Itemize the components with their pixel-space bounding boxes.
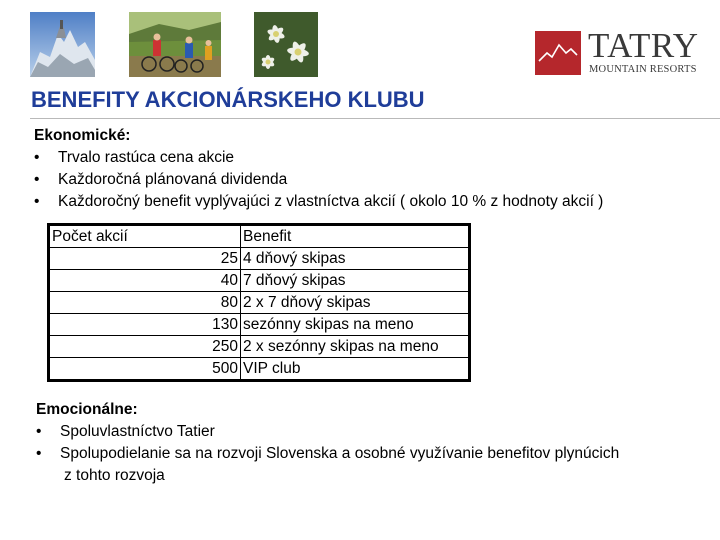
benefit-cell: 2 x sezónny skipas na meno <box>241 336 470 358</box>
table-row <box>49 292 470 314</box>
shares-cell: 80 <box>49 292 241 314</box>
table-header-row <box>49 225 470 248</box>
page-title: BENEFITY AKCIONÁRSKEHO KLUBU <box>31 87 425 112</box>
list-item: • Trvalo rastúca cena akcie <box>34 147 603 169</box>
table-row <box>49 314 470 336</box>
benefit-cell: VIP club <box>241 358 470 381</box>
bullet-icon: • <box>34 171 40 188</box>
bullet-icon: • <box>36 423 42 440</box>
shares-cell: 250 <box>49 336 241 358</box>
bullet-icon: • <box>36 445 42 462</box>
cyclists-photo <box>129 12 221 77</box>
benefit-cell: 7 dňový skipas <box>241 270 470 292</box>
economic-list <box>34 147 603 213</box>
header-shares: Počet akcií <box>49 225 241 248</box>
shares-cell: 25 <box>49 248 241 270</box>
logo-subtitle-text: MOUNTAIN RESORTS <box>589 64 697 75</box>
mountain-logo-icon <box>535 31 581 75</box>
list-item: • Každoročný benefit vyplývajúci z vlastníctva akcií ( okolo 10 % z hodnoty akcií ) <box>34 191 603 213</box>
emotional-heading: Emocionálne: <box>36 401 138 418</box>
list-item: • Spolupodielanie sa na rozvoji Slovenska a osobné využívanie benefitov plynúcich z tohto rozvoja <box>36 443 619 487</box>
table-row <box>49 336 470 358</box>
benefit-cell: 4 dňový skipas <box>241 248 470 270</box>
mountain-peak-photo <box>30 12 95 77</box>
header-benefit: Benefit <box>241 225 470 248</box>
shares-cell: 130 <box>49 314 241 336</box>
table-row <box>49 270 470 292</box>
economic-benefits-section <box>34 125 603 213</box>
shares-cell: 500 <box>49 358 241 381</box>
logo-brand-text: TATRY <box>588 26 699 65</box>
list-item: • Každoročná plánovaná dividenda <box>34 169 603 191</box>
list-item: • Spoluvlastníctvo Tatier <box>36 421 619 443</box>
benefit-cell: sezónny skipas na meno <box>241 314 470 336</box>
tatry-mountain-resorts-logo <box>535 26 715 78</box>
emotional-list <box>36 421 619 487</box>
list-item-continuation: z tohto rozvoja <box>64 467 165 484</box>
economic-heading: Ekonomické: <box>34 127 131 144</box>
table-row <box>49 248 470 270</box>
emotional-benefits-section <box>36 399 619 487</box>
bullet-icon: • <box>34 193 40 210</box>
edelweiss-photo <box>254 12 318 77</box>
benefit-table <box>47 223 471 382</box>
table-row <box>49 358 470 381</box>
bullet-icon: • <box>34 149 40 166</box>
title-divider <box>30 118 720 119</box>
shares-cell: 40 <box>49 270 241 292</box>
benefit-cell: 2 x 7 dňový skipas <box>241 292 470 314</box>
